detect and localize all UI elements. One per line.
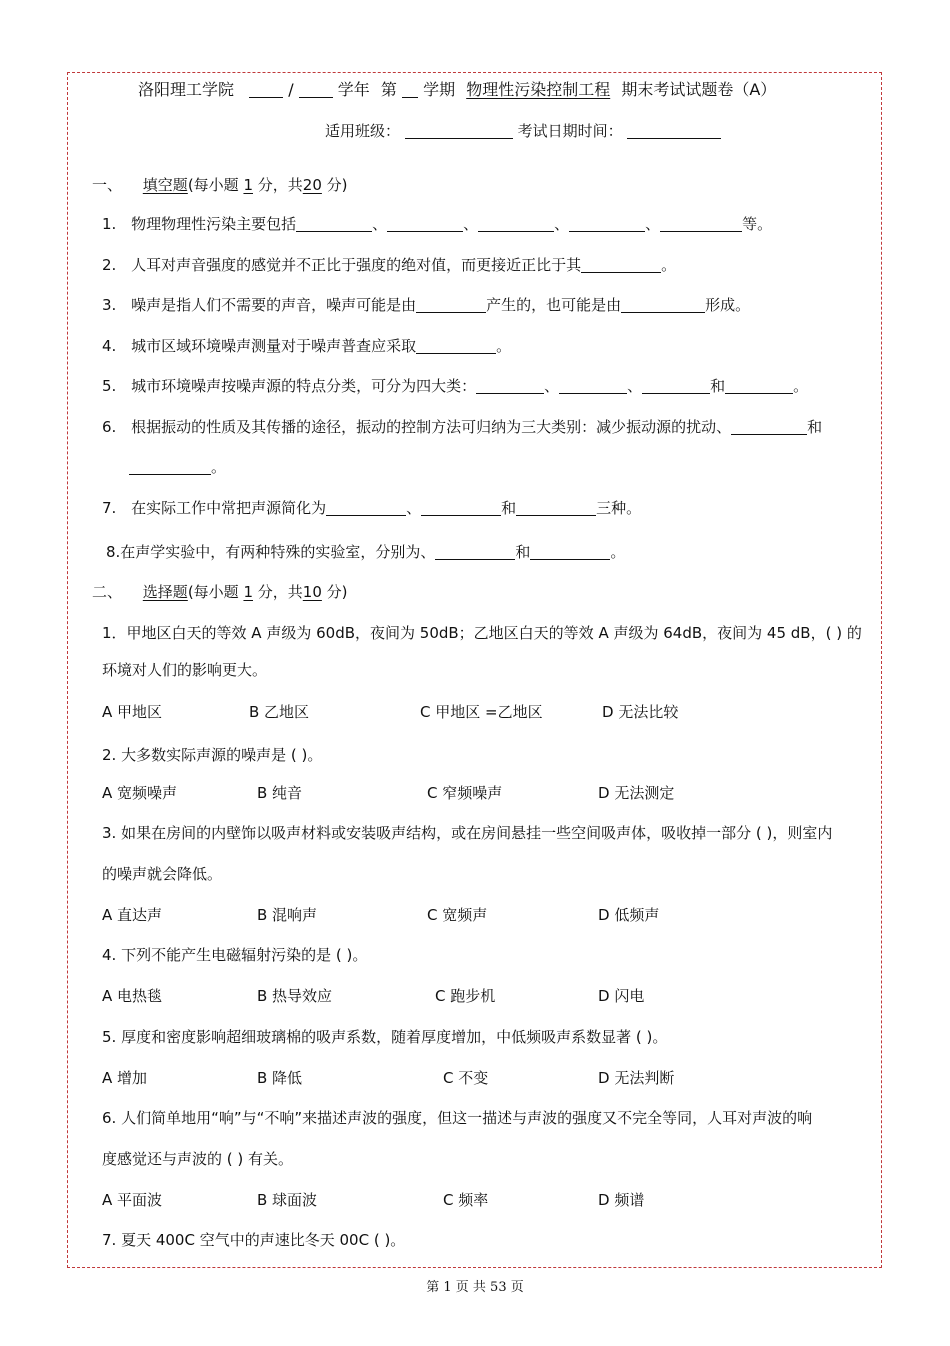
year-start-blank (249, 81, 283, 98)
choice-question-5: 5. 厚度和密度影响超细玻璃棉的吸声系数，随着厚度增加，中低频吸声系数显著 ( )。 (102, 1028, 668, 1046)
q6-option-d: D 频谱 (598, 1191, 645, 1209)
q1-option-d: D 无法比较 (602, 703, 679, 721)
q5-option-d: D 无法判断 (598, 1069, 675, 1087)
choice-question-6: 6. 人们简单地用“响”与“不响”来描述声波的强度，但这一描述与声波的强度又不完全等同，人耳对声波的响 (102, 1109, 813, 1127)
section-1-heading: 一、 填空题(每小题 1 分，共20 分) (92, 176, 348, 194)
q4-option-d: D 闪电 (598, 987, 645, 1005)
exam-meta (325, 121, 721, 141)
q5-option-b: B 降低 (257, 1069, 303, 1087)
choice-question-3: 3. 如果在房间的内壁饰以吸声材料或安装吸声结构，或在房间悬挂一些空间吸声体，吸收掉一部分 ( )，则室内 (102, 824, 833, 842)
q6-option-b: B 球面波 (257, 1191, 318, 1209)
q4-option-b: B 热导效应 (257, 987, 333, 1005)
q3-option-a: A 直达声 (102, 906, 163, 924)
q1-option-a: A 甲地区 (102, 703, 163, 721)
course-name: 物理性污染控制工程 (466, 80, 611, 99)
exam-name: 期末考试试题卷（A） (621, 80, 777, 99)
fill-question-2: 2. 人耳对声音强度的感觉并不正比于强度的绝对值，而更接近正比于其 。 (102, 256, 677, 274)
choice-question-1-cont: 环境对人们的影响更大。 (102, 661, 268, 679)
fill-question-3: 3. 噪声是指人们不需要的声音，噪声可能是由 产生的，也可能是由 形成。 (102, 296, 751, 314)
date-label: 考试日期时间： (517, 122, 623, 140)
q2-option-b: B 纯音 (257, 784, 303, 802)
fill-question-4: 4. 城市区域环境噪声测量对于噪声普查应采取 。 (102, 337, 512, 355)
choice-question-1: 1．甲地区白天的等效 A 声级为 60dB，夜间为 50dB；乙地区白天的等效 A 声级为 64dB，夜间为 45 dB，( ) 的 (102, 624, 862, 642)
exam-title: 洛阳理工学院 / 学年 第 学期 物理性污染控制工程 期末考试试题卷（A） (138, 80, 777, 99)
class-label: 适用班级： (325, 122, 401, 140)
q3-option-c: C 宽频声 (427, 906, 488, 924)
fill-question-7: 7. 在实际工作中常把声源简化为 、 和 三种。 (102, 499, 642, 517)
fill-question-5: 5. 城市环境噪声按噪声源的特点分类，可分为四大类： 、 、 和 。 (102, 377, 809, 395)
fill-question-8: 8.在声学实验中，有两种特殊的实验室，分别为、 和 。 (106, 543, 626, 561)
choice-question-2: 2. 大多数实际声源的噪声是 ( )。 (102, 746, 323, 764)
q3-option-d: D 低频声 (598, 906, 660, 924)
class-blank (405, 122, 513, 139)
page-number: 第 1 页 共 53 页 (426, 1280, 524, 1295)
q4-option-a: A 电热毯 (102, 987, 163, 1005)
q1-option-b: B 乙地区 (249, 703, 310, 721)
q4-option-c: C 跑步机 (435, 987, 496, 1005)
year-end-blank (299, 81, 333, 98)
q3-option-b: B 混响声 (257, 906, 318, 924)
term-blank (402, 81, 418, 98)
q5-option-c: C 不变 (443, 1069, 489, 1087)
q5-option-a: A 增加 (102, 1069, 148, 1087)
q6-option-c: C 频率 (443, 1191, 489, 1209)
fill-question-6: 6. 根据振动的性质及其传播的途径，振动的控制方法可归纳为三大类别：减少振动源的扰动、 和 (102, 418, 823, 436)
fill-question-1: 1. 物理物理性污染主要包括 、 、 、 、 等。 (102, 215, 773, 233)
q2-option-a: A 宽频噪声 (102, 784, 178, 802)
fill-question-6-cont: 。 (129, 457, 226, 477)
section-2-heading: 二、 选择题(每小题 1 分，共10 分) (92, 583, 348, 601)
q2-option-c: C 窄频噪声 (427, 784, 503, 802)
choice-question-7: 7. 夏天 400C 空气中的声速比冬天 00C ( )。 (102, 1231, 406, 1249)
q2-option-d: D 无法测定 (598, 784, 675, 802)
choice-question-4: 4. 下列不能产生电磁辐射污染的是 ( )。 (102, 946, 368, 964)
date-blank (627, 122, 721, 139)
q1-option-c: C 甲地区 =乙地区 (420, 703, 543, 721)
q6-option-a: A 平面波 (102, 1191, 163, 1209)
choice-question-6-cont: 度感觉还与声波的 ( ) 有关。 (102, 1150, 294, 1168)
choice-question-3-cont: 的噪声就会降低。 (102, 865, 223, 883)
school-name: 洛阳理工学院 (138, 80, 235, 99)
